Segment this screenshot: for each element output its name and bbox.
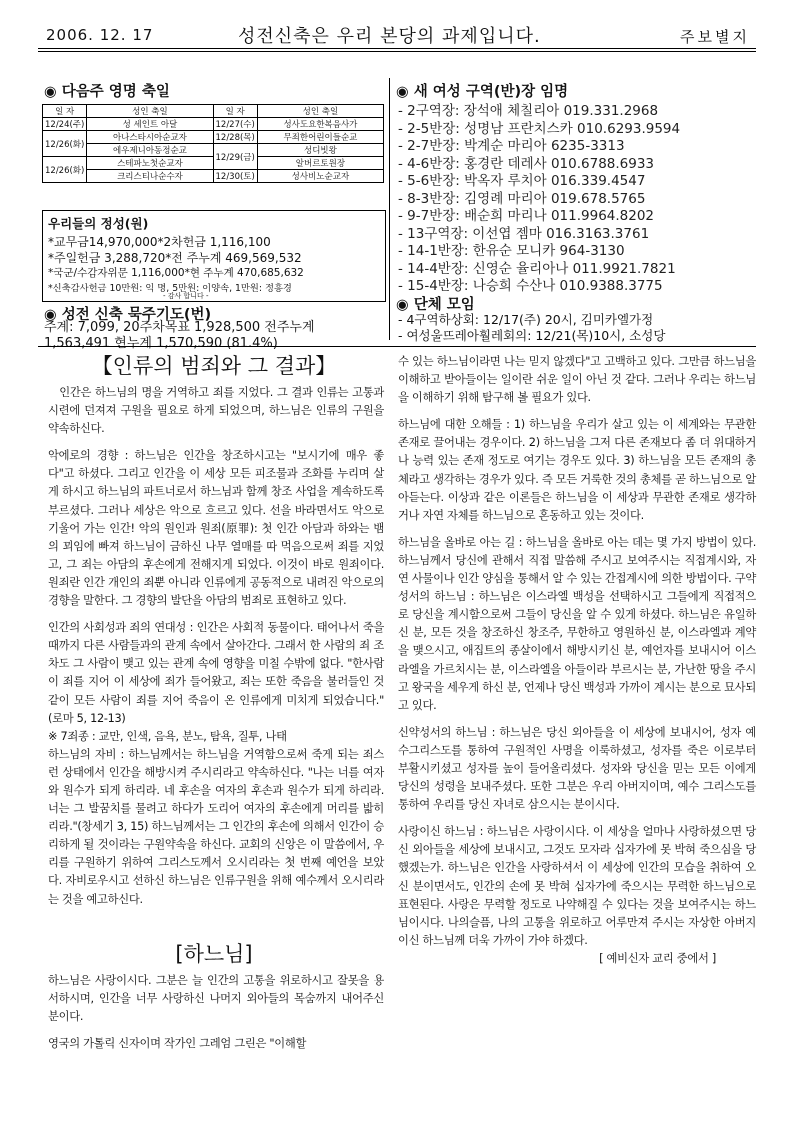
meeting-item: - 4구역하상회: 12/17(주) 20시, 김미카엘가정 <box>398 312 654 327</box>
col-day-header: 일 자 <box>43 105 87 118</box>
article-divider <box>38 346 756 347</box>
paragraph: 신약성서의 하느님 : 하느님은 당신 외아들을 이 세상에 보내시어, 성자 예수그리스도를 통하여 구원적인 사명을 이룩하셨고, 성자를 죽은 이로부터 부활시키셨고 성자를 높이 들어올리셨다. 성자와 당신을 믿는 모든 이에게 당신의 성령을 보내주셨다. 또한 그분은 우리 아버지이며, 예수 그리스도를 통하여 우리를 당신 자녀로 삼으시는 분이시다. <box>398 725 756 812</box>
list-item: - 13구역장: 이선엽 젬마 016.3163.3761 <box>398 225 650 242</box>
list-item: - 9-7반장: 배순희 마리나 011.9964.8202 <box>398 208 655 224</box>
issue-date: 2006. 12. 17 <box>46 26 154 44</box>
offering-line: *신축감사헌금 10만원: 익 명, 5만원: 이양속, 1만원: 정흥경 <box>48 283 292 294</box>
table-row: 12/26(화) 아나스타시아순교자 12/28(목) 무죄한어린이들순교 <box>43 131 384 144</box>
list-item: - 5-6반장: 박옥자 루치아 016.339.4547 <box>398 173 646 189</box>
prayer-line: 1,563,491 현누계 1,570,590 (81.4%) <box>44 336 278 351</box>
list-item: - 2-5반장: 성명남 프란치스카 010.6293.9594 <box>398 120 681 137</box>
header-divider <box>38 48 756 49</box>
list-item: - 14-1반장: 한유순 모니카 964-3130 <box>398 243 625 259</box>
header-divider-2 <box>38 51 756 52</box>
article-subtitle: [하느님] <box>175 942 253 966</box>
women-title: ◉ 새 여성 구역(반)장 임명 <box>396 84 569 100</box>
congrats-title: ◉ 다음주 영명 축일 <box>44 84 170 100</box>
offering-title: 우리들의 정성(원) <box>48 216 149 231</box>
offering-line: *국군/수감자위문 1,116,000*현 주누계 470,685,632 <box>48 267 304 279</box>
list-item: - 2구역장: 장석애 체칠리아 019.331.2968 <box>398 103 659 119</box>
paragraph: 수 있는 하느님이라면 나는 믿지 않겠다"고 고백하고 있다. 그만큼 하느님을 이해하고 받아들이는 일이란 쉬운 일이 아닌 것 같다. 그러나 우리는 하느님을 이해하기 위해 탐구해 볼 필요가 있다. <box>398 355 756 405</box>
table-row: 12/26(화) 스테파노첫순교자 알버르토원장 <box>43 157 384 170</box>
offering-line: *주일헌금 3,288,720*전 주누계 469,569,532 <box>48 251 302 265</box>
list-item: - 2-7반장: 박계순 마리아 6235-3313 <box>398 138 625 154</box>
col-name-header: 성인 축일 <box>257 105 383 118</box>
table-row: 에우제니아동정순교 12/29(금) 성디빗왕 <box>43 144 384 157</box>
paragraph: 영국의 가톨릭 신자이며 작가인 그레엄 그린은 "이해할 <box>48 1037 307 1051</box>
list-item: - 4-6반장: 홍경란 데레사 010.6788.6933 <box>398 155 655 172</box>
table-row: 크리스티나순수자 12/30(토) 성사비노순교자 <box>43 170 384 183</box>
list-item: - 8-3반장: 김영례 마리아 019.678.5765 <box>398 190 646 207</box>
offering-thanks: - 감사 합니다 - <box>163 292 209 300</box>
article-left-column <box>48 384 384 909</box>
offering-line: *교무금14,970,000*2차헌금 1,116,100 <box>48 235 271 249</box>
feast-table <box>42 104 384 183</box>
article-title: 【인류의 범죄와 그 결과】 <box>91 354 337 378</box>
meetings-title: ◉ 단체 모임 <box>396 297 475 313</box>
page-header <box>38 20 756 48</box>
paragraph: 하느님은 사랑이시다. 그분은 늘 인간의 고통을 위로하시고 잘못을 용서하시며, 인간을 너무 사랑하신 나머지 외아들의 목숨까지 내어주신 분이다. <box>48 974 384 1024</box>
list-item: - 14-4반장: 신영순 율리아나 011.9921.7821 <box>398 260 676 277</box>
offering-box <box>42 210 386 302</box>
table-row: 12/24(주) 성 세인트 아달 12/27(수) 성사도요한복음사가 <box>43 118 384 131</box>
paragraph: 하느님에 대한 오해들 : 1) 하느님을 우리가 살고 있는 이 세계와는 무관한 존재로 끌어내는 경우이다. 2) 하느님을 그저 다른 존재보다 좀 더 위대하거나 능력 있는 존재 정도로 여기는 경우도 있다. 3) 하느님을 모든 존재의 총체라고 생각하는 경우가 있다. 즉 모든 거룩한 것의 총체를 곧 하느님으로 알아듣는다. 이상과 같은 이론들은 하느님을 이 세상과 무관한 존재로 생각하거나 자연 자체를 하느님으로 혼동하고 있는 것이다. <box>398 418 756 522</box>
paragraph: ※ 7죄종 : 교만, 인색, 음욕, 분노, 탐욕, 질투, 나태 <box>48 729 287 743</box>
article-right-column <box>398 353 756 968</box>
paragraph: 하느님을 올바로 아는 길 : 하느님을 올바로 아는 데는 몇 가지 방법이 있다. 하느님께서 당신에 관해서 직접 말씀해 주시고 보여주시는 직접계시와, 자연 사물이나 인간 양심을 통해서 알 수 있는 간접계시에 의한 방법이다. 구약성서의 하느님 : 하느님은 이스라엘 백성을 선택하시고 그들에게 직접적으로 당신을 계시함으로써 그들이 당신을 알 수 있게 하셨다. 하느님은 유일하신 분, 모든 것을 창조하신 창조주, 무한하고 영원하신 분, 이스라엘과 계약을 맺으시고, 애집트의 종살이에서 해방시키신 분, 예언자를 보내시어 이스라엘을 가르치시는 분, 이스라엘을 아들이라 부르시는 분, 가난한 땅을 주시고 왕국을 세우게 하신 분, 언제나 당신 백성과 가까이 계시는 분으로 묘사되고 있다. <box>398 535 756 712</box>
paragraph: 사랑이신 하느님 : 하느님은 사랑이시다. 이 세상을 얼마나 사랑하셨으면 당신 외아들을 세상에 보내시고, 그것도 모자라 십자가에 못 박혀 죽으심을 당했겠는가. 하느님은 인간을 사랑하셔서 이 세상에 인간의 모습을 취하여 오신 분이면서도, 인간의 손에 못 박혀 십자가에 죽으시는 무력한 하느님으로 표현된다. 사랑은 무력할 정도로 나약해질 수 있다는 것을 보여주시는 하느님이시다. 나의슬픔, 나의 고통을 위로하고 어루만져 주시는 자상한 아버지이신 하느님께 더욱 가까이 가야 하겠다. <box>398 825 756 947</box>
article-source: [ 예비신자 교리 중에서 ] <box>599 951 716 965</box>
paragraph: 인간의 사회성과 죄의 연대성 : 인간은 사회적 동물이다. 태어나서 죽을 때까지 다른 사람들과의 관계 속에서 살아간다. 그래서 한 사람의 죄 조차도 그 사람이 맺고 있는 관계 속에 영향을 미칠 수밖에 없다. "한사람이 죄를 지어 이 세상에 죄가 들어왔고, 죄는 또한 죽음을 불러들인 것같이 모든 사람이 죄를 지어 죽음이 온 인류에게 미치게 되었습니다."(로마 5, 12-13) <box>48 621 384 725</box>
header-title: 성전신축은 우리 본당의 과제입니다. <box>238 26 541 47</box>
column-divider <box>389 78 390 340</box>
prayer-line: 주계: 7,099, 20주차목표 1,928,500 전주누계 <box>44 320 315 335</box>
meeting-item: - 여성울뜨레아훨레회의: 12/21(목)10시, 소성당 <box>398 328 666 343</box>
prayer-title: ◉ 성전 신축 묵주기도(번) <box>44 307 212 323</box>
women-list <box>398 99 758 294</box>
article-left-tail <box>48 972 384 1062</box>
list-item: - 15-4반장: 나승희 수산나 010.9388.3775 <box>398 278 663 294</box>
col-day-header: 일 자 <box>213 105 257 118</box>
col-name-header: 성인 축일 <box>87 105 213 118</box>
bulletin-label: 주보별지 <box>680 28 750 46</box>
paragraph: 인간은 하느님의 명을 거역하고 죄를 지었다. 그 결과 인류는 고통과 시련에 던져져 구원을 필요로 하게 되었으며, 하느님은 인류의 구원을 약속하신다. <box>48 386 384 436</box>
paragraph: 하느님의 자비 : 하느님께서는 하느님을 거역함으로써 죽게 되는 죄스런 상태에서 인간을 해방시켜 주시리라고 약속하신다. "나는 너를 여자와 원수가 되게 하리라. 네 후손을 여자의 후손과 원수가 되게 하리라. 너는 그 발꿈치를 물려고 하다가 도리어 여자의 후손에게 머리를 밟히리라."(창세기 3, 15) 하느님께서는 그 인간의 후손에 의해서 인간이 승리하게 될 것이라는 구원약속을 하신다. 교회의 신앙은 이 말씀에서, 우리를 구원하기 위하여 그리스도께서 오시리라는 첫 번째 예언을 보았다. 자비로우시고 선하신 하느님은 인류구원을 위해 예수께서 오시리라는 것을 예고하신다. <box>48 747 384 906</box>
paragraph: 악에로의 경향 : 하느님은 인간을 창조하시고는 "보시기에 매우 좋다"고 하셨다. 그리고 인간을 이 세상 모든 피조물과 조화를 누리며 살게 하시고 하느님의 파트너로서 하느님과 함께 창조 사업을 계속하도록 부르셨다. 그러나 세상은 악으로 흐르고 있다. 선을 바라면서도 악으로 기울어 가는 인간! 악의 원인과 원죄(原罪): 첫 인간 아담과 하와는 뱀의 꾀임에 빠져 하느님이 금하신 나무 열매를 따 먹음으로써 죄를 지었고, 그 죄는 아담의 후손에게 전해지게 되었다. 이것이 바로 원죄이다. 원죄란 인간 개인의 죄뿐 아니라 인류에게 공동적으로 내려진 악으로의 경향을 말한다. 그 경향의 발단을 아담의 범죄로 표현하고 있다. <box>48 449 384 608</box>
